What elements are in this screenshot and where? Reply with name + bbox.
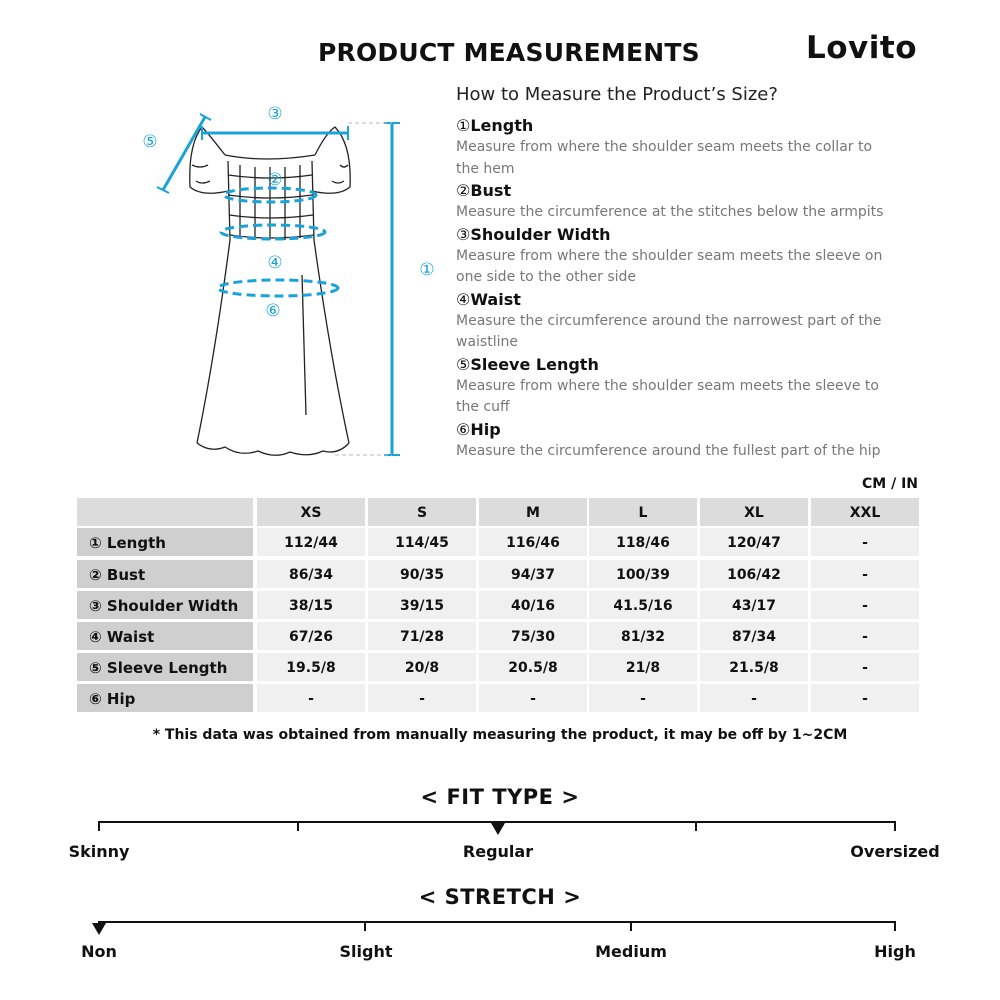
table-cell: 118/46 <box>589 528 697 556</box>
marker-waist: ④ <box>267 253 283 273</box>
table-cell: 106/42 <box>700 560 808 588</box>
size-column-header: XS <box>257 498 365 526</box>
stretch-title: < STRETCH > <box>418 885 582 909</box>
guide-description: Measure the circumference at the stitches below the armpits <box>456 204 884 220</box>
guide-item-shoulder-width: ③Shoulder Width Measure from where the shoulder seam meets the sleeve on one side to the other side <box>456 224 886 289</box>
fit-type-marker-icon <box>491 823 505 835</box>
table-cell: 39/15 <box>368 591 476 619</box>
marker-sleeve-length: ⑤ <box>142 132 158 152</box>
row-label: ④ Waist <box>77 622 253 650</box>
table-cell: - <box>257 684 365 712</box>
table-cell: 21/8 <box>589 653 697 681</box>
table-cell: 41.5/16 <box>589 591 697 619</box>
table-corner-cell <box>77 498 253 526</box>
stretch-scale <box>98 921 896 923</box>
table-cell: 19.5/8 <box>257 653 365 681</box>
table-cell: 20/8 <box>368 653 476 681</box>
guide-label: Waist <box>470 289 521 309</box>
brand-logo: Lovito <box>806 30 918 66</box>
table-cell: - <box>811 528 919 556</box>
marker-bust: ② <box>267 170 283 190</box>
stretch-label-medium: Medium <box>595 942 667 961</box>
guide-item-hip: ⑥Hip Measure the circumference around the fullest part of the hip <box>456 419 886 463</box>
table-cell: 38/15 <box>257 591 365 619</box>
guide-description: Measure from where the shoulder seam meets the sleeve on <box>456 247 883 264</box>
table-cell: - <box>811 560 919 588</box>
size-column-header: L <box>589 498 697 526</box>
stretch-label-non: Non <box>81 942 117 961</box>
guide-label: Shoulder Width <box>470 224 611 244</box>
row-label: ⑥ Hip <box>77 684 253 712</box>
guide-item-length: ①Length Measure from where the shoulder seam meets the collar to the hem <box>456 115 886 180</box>
row-label: ② Bust <box>77 560 253 588</box>
guide-description: Measure from where the shoulder seam meets the sleeve to <box>456 377 879 394</box>
units-label: CM / IN <box>862 476 918 492</box>
guide-title: How to Measure the Product’s Size? <box>456 84 778 105</box>
fit-type-tick <box>695 821 697 831</box>
table-cell: - <box>700 684 808 712</box>
guide-description: Measure the circumference around the narrowest part of the <box>456 312 882 329</box>
table-cell: 43/17 <box>700 591 808 619</box>
stretch-label-high: High <box>874 942 916 961</box>
guide-description: one side to the other side <box>456 269 636 285</box>
guide-label: Sleeve Length <box>470 354 599 374</box>
stretch-marker-icon <box>92 923 106 935</box>
table-cell: 75/30 <box>479 622 587 650</box>
table-cell: - <box>589 684 697 712</box>
table-cell: 112/44 <box>257 528 365 556</box>
stretch-tick <box>630 921 632 931</box>
stretch-tick <box>894 921 896 931</box>
dress-illustration <box>130 95 450 475</box>
table-cell: - <box>479 684 587 712</box>
table-cell: 100/39 <box>589 560 697 588</box>
table-cell: 87/34 <box>700 622 808 650</box>
table-cell: 94/37 <box>479 560 587 588</box>
guide-item-waist: ④Waist Measure the circumference around the narrowest part of the waistline <box>456 289 886 354</box>
guide-label: Bust <box>470 181 512 200</box>
table-cell: 114/45 <box>368 528 476 556</box>
guide-label: Hip <box>470 419 501 439</box>
fit-label-regular: Regular <box>462 842 534 861</box>
fit-label-skinny: Skinny <box>68 842 130 861</box>
marker-hip: ⑥ <box>265 301 281 321</box>
row-label: ③ Shoulder Width <box>77 591 253 619</box>
table-cell: - <box>811 684 919 712</box>
table-cell: - <box>811 622 919 650</box>
row-label: ⑤ Sleeve Length <box>77 653 253 681</box>
size-column-header: S <box>368 498 476 526</box>
guide-label: Length <box>470 116 534 135</box>
guide-item-bust: ②Bust Measure the circumference at the stitches below the armpits <box>456 180 886 224</box>
table-cell: 81/32 <box>589 622 697 650</box>
page-title: PRODUCT MEASUREMENTS <box>318 38 700 67</box>
fit-type-tick <box>894 821 896 831</box>
guide-description: waistline <box>456 334 518 350</box>
guide-item-sleeve-length: ⑤Sleeve Length Measure from where the shoulder seam meets the sleeve to the cuff <box>456 354 886 419</box>
fit-type-tick <box>98 821 100 831</box>
table-cell: 21.5/8 <box>700 653 808 681</box>
fit-type-title: < FIT TYPE > <box>420 785 580 809</box>
table-cell: 90/35 <box>368 560 476 588</box>
marker-length: ① <box>419 260 435 280</box>
table-cell: 86/34 <box>257 560 365 588</box>
table-cell: 71/28 <box>368 622 476 650</box>
fit-type-tick <box>297 821 299 831</box>
table-cell: 120/47 <box>700 528 808 556</box>
fit-label-oversized: Oversized <box>850 842 940 861</box>
table-cell: - <box>368 684 476 712</box>
guide-description: the cuff <box>456 399 510 415</box>
table-cell: - <box>811 653 919 681</box>
size-column-header: XL <box>700 498 808 526</box>
guide-description: Measure the circumference around the fullest part of the hip <box>456 442 881 459</box>
stretch-label-slight: Slight <box>339 942 393 961</box>
guide-description: Measure from where the shoulder seam meets the collar to <box>456 139 873 155</box>
guide-description: the hem <box>456 160 515 177</box>
table-cell: 67/26 <box>257 622 365 650</box>
marker-shoulder-width: ③ <box>267 104 283 124</box>
size-column-header: M <box>479 498 587 526</box>
measurement-guide <box>456 115 886 462</box>
table-cell: 20.5/8 <box>479 653 587 681</box>
stretch-tick <box>364 921 366 931</box>
size-column-header: XXL <box>811 498 919 526</box>
measurement-note: * This data was obtained from manually measuring the product, it may be off by 1~2CM <box>152 727 848 743</box>
row-label: ① Length <box>77 528 253 556</box>
table-cell: 40/16 <box>479 591 587 619</box>
table-cell: - <box>811 591 919 619</box>
table-cell: 116/46 <box>479 528 587 556</box>
